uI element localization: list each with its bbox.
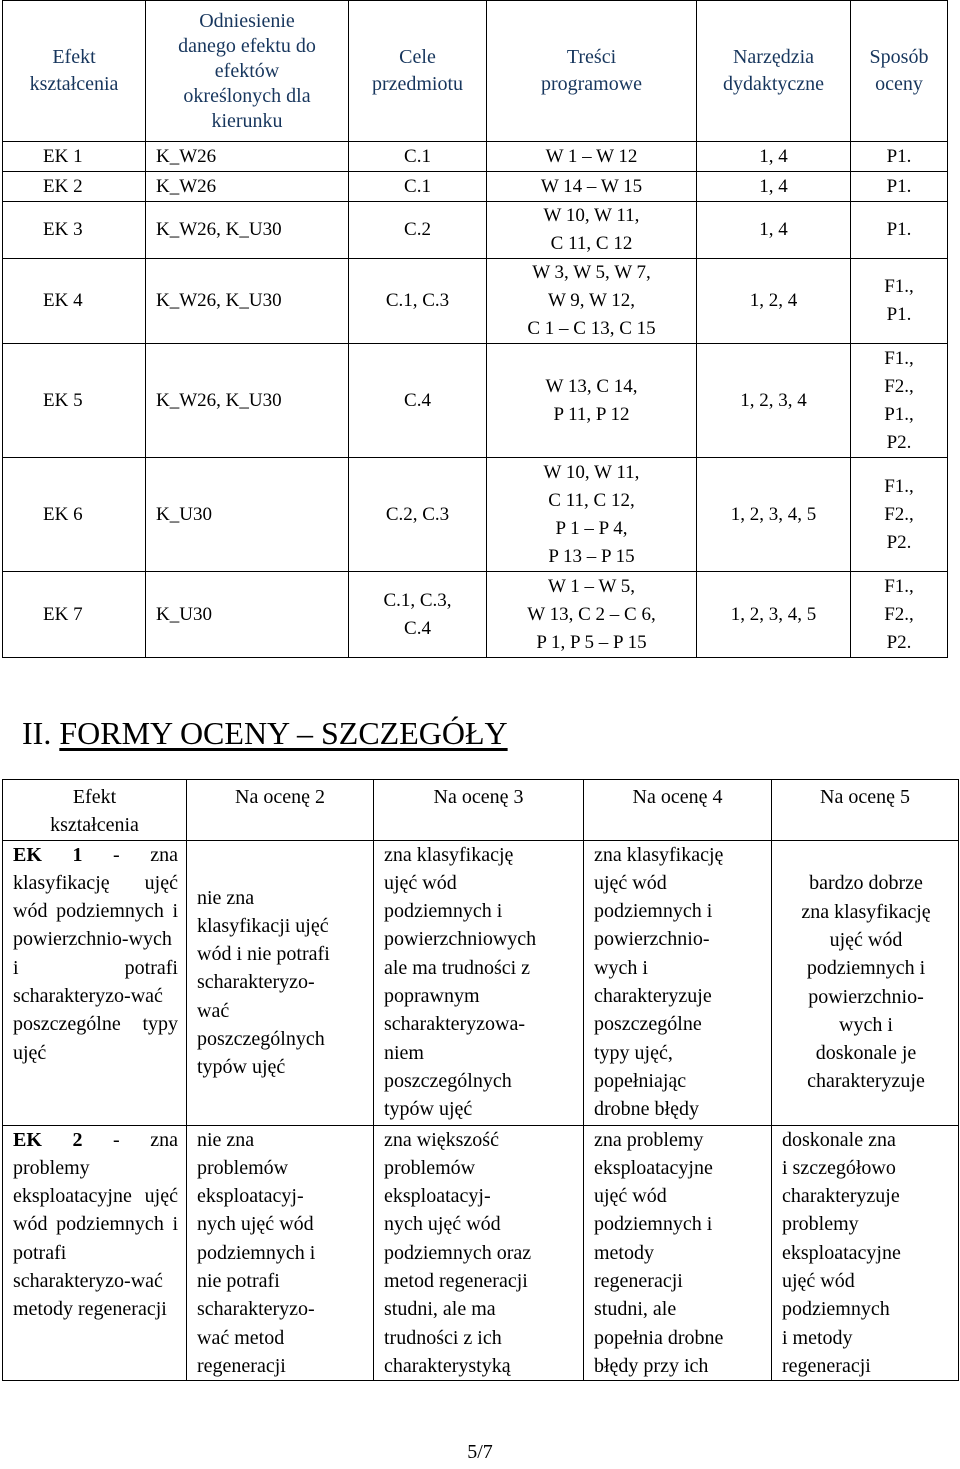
cell-ocena: P1.	[851, 202, 948, 259]
cell-ref: K_U30	[146, 458, 349, 572]
cell-tresci: W 10, W 11, C 11, C 12	[487, 202, 697, 259]
section-number: II.	[22, 715, 52, 751]
table-header-row	[3, 780, 959, 841]
header-efekt: Efekt kształcenia	[3, 1, 146, 142]
table-row	[3, 572, 948, 658]
table-row	[3, 344, 948, 458]
header-narzedzia: Narzędzia dydaktyczne	[697, 1, 851, 142]
cell-narz: 1, 2, 3, 4	[697, 344, 851, 458]
cell-narz: 1, 2, 3, 4, 5	[697, 458, 851, 572]
cell-ocena-4: zna problemy eksploatacyjne ujęć wód podziemnych i metody regeneracji studni, ale popełnia drobne błędy przy ich	[584, 1125, 772, 1381]
header-efekt: Efekt kształcenia	[3, 780, 187, 841]
header-ocena-5: Na ocenę 5	[772, 780, 959, 841]
table-row	[3, 142, 948, 172]
cell-ek: EK 2	[3, 172, 146, 202]
section-heading	[22, 713, 508, 753]
grading-criteria-table	[2, 779, 959, 1381]
table-row	[3, 259, 948, 344]
cell-ocena-4: zna klasyfikację ujęć wód podziemnych i powierzchnio- wych i charakteryzuje poszczególne typy ujęć, popełniając drobne błędy	[584, 840, 772, 1125]
header-ocena-2: Na ocenę 2	[187, 780, 374, 841]
cell-ek: EK 3	[3, 202, 146, 259]
cell-ocena-3: zna klasyfikację ujęć wód podziemnych i powierzchniowych ale ma trudności z poprawnym scharakteryzowa- niem poszczególnych typów ujęć	[374, 840, 584, 1125]
table-row	[3, 202, 948, 259]
cell-cel: C.1, C.3	[349, 259, 487, 344]
section-title: FORMY OCENY – SZCZEGÓŁY	[59, 715, 508, 751]
cell-tresci: W 14 – W 15	[487, 172, 697, 202]
cell-cel: C.1, C.3, C.4	[349, 572, 487, 658]
cell-ocena: F1., F2., P2.	[851, 458, 948, 572]
header-odniesienie: Odniesienie danego efektu do efektów określonych dla kierunku	[146, 1, 349, 142]
cell-cel: C.1	[349, 172, 487, 202]
cell-ref: K_W26	[146, 142, 349, 172]
cell-ek: EK 1	[3, 142, 146, 172]
cell-narz: 1, 2, 3, 4, 5	[697, 572, 851, 658]
cell-ek: EK 4	[3, 259, 146, 344]
cell-ref: K_U30	[146, 572, 349, 658]
cell-ocena-5: bardzo dobrze zna klasyfikację ujęć wód podziemnych i powierzchnio- wych i doskonale je charakteryzuje	[772, 840, 959, 1125]
ek-label: EK 2	[13, 1128, 83, 1151]
cell-narz: 1, 4	[697, 202, 851, 259]
table-header-row	[3, 1, 948, 142]
cell-ref: K_W26, K_U30	[146, 344, 349, 458]
ek-description: - zna klasyfikację ujęć wód podziemnych i powierzchnio-wych i potrafi scharakteryzo-wać poszczególne typy ujęć	[13, 843, 178, 1064]
header-sposob: Sposób oceny	[851, 1, 948, 142]
cell-ek: EK 7	[3, 572, 146, 658]
page-number: 5/7	[467, 1441, 493, 1463]
cell-tresci: W 1 – W 12	[487, 142, 697, 172]
table-row	[3, 172, 948, 202]
cell-cel: C.1	[349, 142, 487, 172]
table-row	[3, 1125, 959, 1381]
table-row	[3, 840, 959, 1125]
cell-cel: C.4	[349, 344, 487, 458]
cell-tresci: W 13, C 14, P 11, P 12	[487, 344, 697, 458]
cell-efekt	[3, 1125, 187, 1381]
cell-ocena-2: nie zna problemów eksploatacyj- nych ujęć wód podziemnych i nie potrafi scharakteryzo- wać metod regeneracji	[187, 1125, 374, 1381]
ek-description: - zna problemy eksploatacyjne ujęć wód podziemnych i potrafi scharakteryzo-wać metody regeneracji	[13, 1128, 178, 1321]
cell-cel: C.2, C.3	[349, 458, 487, 572]
cell-narz: 1, 4	[697, 142, 851, 172]
header-tresci: Treści programowe	[487, 1, 697, 142]
header-cele: Cele przedmiotu	[349, 1, 487, 142]
cell-ocena-2: nie zna klasyfikacji ujęć wód i nie potrafi scharakteryzo- wać poszczególnych typów ujęć	[187, 840, 374, 1125]
cell-ocena: F1., P1.	[851, 259, 948, 344]
header-ocena-4: Na ocenę 4	[584, 780, 772, 841]
cell-ref: K_W26	[146, 172, 349, 202]
cell-ek: EK 5	[3, 344, 146, 458]
cell-ocena: F1., F2., P2.	[851, 572, 948, 658]
cell-tresci: W 1 – W 5, W 13, C 2 – C 6, P 1, P 5 – P 15	[487, 572, 697, 658]
cell-ocena-5: doskonale zna i szczegółowo charakteryzuje problemy eksploatacyjne ujęć wód podziemnych i metody regeneracji	[772, 1125, 959, 1381]
cell-ref: K_W26, K_U30	[146, 202, 349, 259]
cell-ref: K_W26, K_U30	[146, 259, 349, 344]
cell-efekt	[3, 840, 187, 1125]
cell-narz: 1, 2, 4	[697, 259, 851, 344]
cell-ocena: F1., F2., P1., P2.	[851, 344, 948, 458]
cell-cel: C.2	[349, 202, 487, 259]
cell-ocena: P1.	[851, 172, 948, 202]
learning-outcomes-table	[2, 0, 948, 658]
table-row	[3, 458, 948, 572]
cell-ocena-3: zna większość problemów eksploatacyj- nych ujęć wód podziemnych oraz metod regeneracji studni, ale ma trudności z ich charakterystyką	[374, 1125, 584, 1381]
header-ocena-3: Na ocenę 3	[374, 780, 584, 841]
cell-tresci: W 10, W 11, C 11, C 12, P 1 – P 4, P 13 – P 15	[487, 458, 697, 572]
cell-narz: 1, 4	[697, 172, 851, 202]
cell-ek: EK 6	[3, 458, 146, 572]
cell-ocena: P1.	[851, 142, 948, 172]
cell-tresci: W 3, W 5, W 7, W 9, W 12, C 1 – C 13, C 15	[487, 259, 697, 344]
ek-label: EK 1	[13, 843, 83, 866]
